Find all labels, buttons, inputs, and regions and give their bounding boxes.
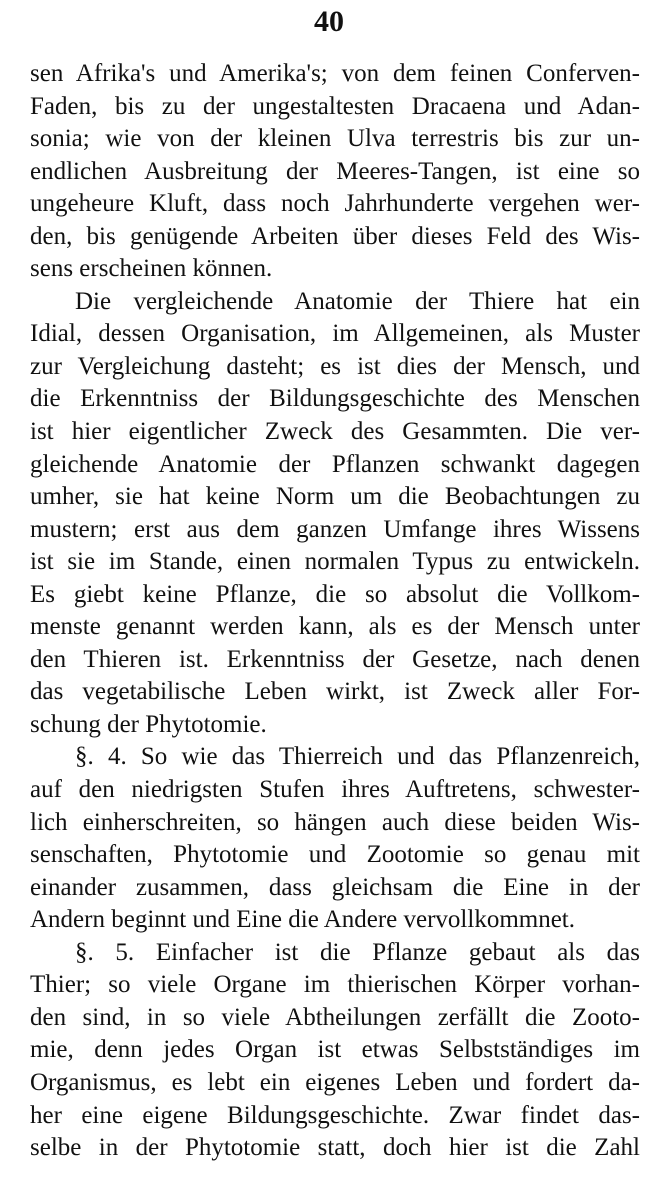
text-line: einander zusammen, dass gleichsam die Eine in der xyxy=(30,873,640,901)
text-line: gleichende Anatomie der Pflanzen schwankt dagegen xyxy=(30,450,640,478)
text-line: auf den niedrigsten Stufen ihres Auftretens, schwester- xyxy=(30,776,640,804)
text-line: ist hier eigentlicher Zweck des Gesammten. Die ver- xyxy=(30,418,640,446)
text-line: ungeheure Kluft, dass noch Jahrhunderte vergehen wer- xyxy=(30,190,640,218)
text-line: §. 4. So wie das Thierreich und das Pflanzenreich, xyxy=(75,743,640,771)
text-line: Die vergleichende Anatomie der Thiere hat ein xyxy=(75,287,640,315)
text-line: Organismus, es lebt ein eigenes Leben und fordert da- xyxy=(30,1068,640,1096)
text-line: senschaften, Phytotomie und Zootomie so genau mit xyxy=(30,841,640,869)
text-line: Idial, dessen Organisation, im Allgemeinen, als Muster xyxy=(30,320,640,348)
text-line: den sind, in so viele Abtheilungen zerfällt die Zooto- xyxy=(30,1003,640,1031)
text-line: sen Afrika's und Amerika's; von dem feinen Conferven- xyxy=(30,60,640,87)
text-line: das vegetabilische Leben wirkt, ist Zweck aller For- xyxy=(30,678,640,706)
text-line: ist sie im Stande, einen normalen Typus zu entwickeln. xyxy=(30,548,640,576)
text-line: schung der Phytotomie. xyxy=(30,710,267,738)
text-line: den, bis genügende Arbeiten über dieses Feld des Wis- xyxy=(30,222,640,250)
text-line: her eine eigene Bildungsgeschichte. Zwar findet das- xyxy=(30,1101,640,1129)
page-number: 40 xyxy=(314,5,344,38)
text-line: den Thieren ist. Erkenntniss der Gesetze, nach denen xyxy=(30,645,640,673)
text-line: Andern beginnt und Eine die Andere vervollkommnet. xyxy=(30,906,576,934)
text-line: Es giebt keine Pflanze, die so absolut die Vollkom- xyxy=(30,580,640,608)
text-line: §. 5. Einfacher ist die Pflanze gebaut als das xyxy=(75,938,640,966)
text-line: menste genannt werden kann, als es der Mensch unter xyxy=(30,613,640,641)
text-line: sonia; wie von der kleinen Ulva terrestris bis zur un- xyxy=(30,125,640,153)
text-line: die Erkenntniss der Bildungsgeschichte des Menschen xyxy=(30,385,640,413)
text-line: endlichen Ausbreitung der Meeres-Tangen, ist eine so xyxy=(30,157,640,185)
text-line: lich einherschreiten, so hängen auch diese beiden Wis- xyxy=(30,808,640,836)
text-line: zur Vergleichung dasteht; es ist dies der Mensch, und xyxy=(30,352,640,380)
body-text xyxy=(30,58,640,1165)
text-line: mie, denn jedes Organ ist etwas Selbstständiges im xyxy=(30,1036,640,1064)
text-line: selbe in der Phytotomie statt, doch hier ist die Zahl xyxy=(30,1134,640,1162)
text-line: umher, sie hat keine Norm um die Beobachtungen zu xyxy=(30,483,640,511)
text-line: Faden, bis zu der ungestaltesten Dracaena und Adan- xyxy=(30,92,640,120)
text-line: Thier; so viele Organe im thierischen Körper vorhan- xyxy=(30,971,640,999)
text-line: sens erscheinen können. xyxy=(30,255,273,283)
text-line: mustern; erst aus dem ganzen Umfange ihres Wissens xyxy=(30,515,640,543)
